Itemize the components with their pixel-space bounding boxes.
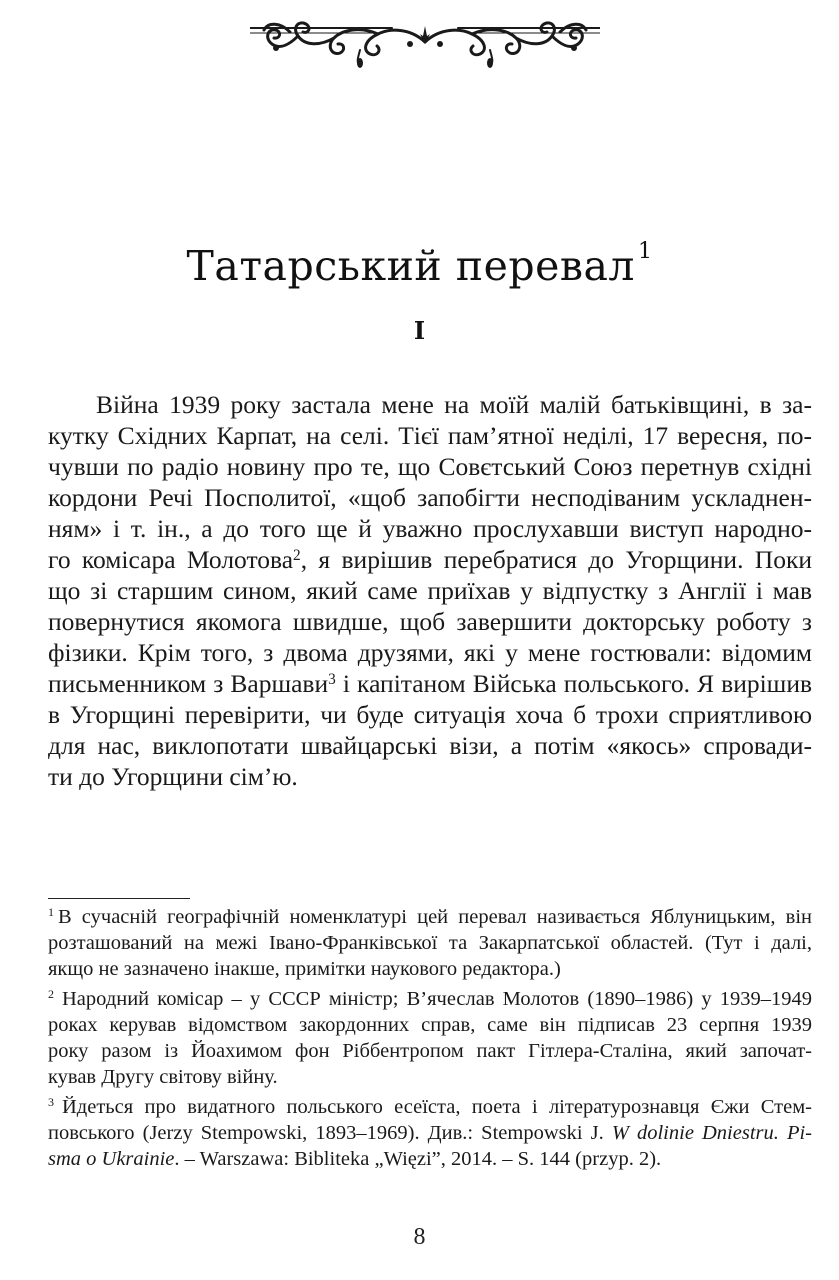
page-number: 8 (413, 1224, 426, 1250)
body-line: що зі старшим сином, який саме приїхав у відпустку з Англії і мав (48, 576, 812, 605)
footnote-line (48, 904, 812, 930)
book-title-italic: sma o Ukrainie (48, 1148, 175, 1170)
footnote-line: роках керував відомством закордонних справ, саме він підписав 23 серпня 1939 (48, 1014, 812, 1036)
body-line: повернутися якомога швидше, щоб завершити докторську роботу з (48, 607, 812, 636)
footnote-ref-3[interactable]: 3 (328, 670, 336, 688)
footnote-mark: 2 (48, 987, 54, 1001)
footnote-line: кував Другу світову війну. (48, 1066, 278, 1088)
body-line: ням» і т. ін., а до того ще й уважно прослухавши виступ народно- (48, 514, 812, 543)
footnote-text: . – Warszawa: Bibliteka „Więzi”, 2014. – S. 144 (przyp. 2). (174, 1148, 662, 1170)
body-line: кордони Речі Посполитої, «щоб запобігти несподіваним ускладнен- (48, 483, 812, 512)
footnote-line (48, 1094, 812, 1120)
footnote-mark: 1 (48, 905, 54, 919)
chapter-title (0, 240, 839, 300)
footnote-line: якщо не зазначено інакше, примітки наукового редактора.) (48, 958, 561, 980)
decorative-ornament-icon (250, 6, 600, 68)
body-line: Війна 1939 року застала мене на моїй малій батьківщині, в за- (96, 390, 812, 419)
body-text-span: , я вирішив перебратися до Угорщини. Поки (300, 545, 813, 574)
footnote-line (48, 986, 812, 1012)
footnote-separator (48, 898, 190, 899)
body-line: в Угорщині перевірити, чи буде ситуація хоча б трохи сприятливою (48, 700, 812, 729)
footnote-text: В сучасній географічній номенклатурі цей перевал називається Яблуницьким, він (58, 906, 812, 928)
footnote-text: повського (Jerzy Stempowski, 1893–1969). Див.: Stempowski J. (48, 1122, 612, 1144)
body-text-span: го комісара Молотова (48, 545, 294, 574)
chapter-title-text: Татарський перевал (186, 242, 635, 290)
body-text-span: письменником з Варшави (48, 669, 329, 698)
footnote-ref-2[interactable]: 2 (293, 546, 301, 564)
footnote-line: року разом із Йоахимом фон Ріббентропом пакт Гітлера-Сталіна, який започат- (48, 1040, 812, 1062)
body-text-span: і капітаном Війська польського. Я вирішив (335, 669, 813, 698)
body-line: чувши по радіо новину про те, що Совєтський Союз перетнув східні (48, 452, 812, 481)
footnote-line (48, 1146, 812, 1172)
body-line (48, 544, 812, 575)
body-line: фізики. Крім того, з двома друзями, які у мене гостювали: відомим (48, 638, 812, 667)
body-line: ти до Угорщини сім’ю. (48, 762, 298, 791)
body-line: для нас, виклопотати швайцарські візи, а потім «якось» спровади- (48, 731, 812, 760)
footnote-line (48, 1120, 812, 1146)
footnote-ref-1[interactable]: 1 (637, 239, 653, 264)
body-line: кутку Східних Карпат, на селі. Тієї пам’ятної неділі, 17 вересня, по- (48, 421, 812, 450)
footnote-line: розташований на межі Івано-Франківської та Закарпатської областей. (Тут і далі, (48, 932, 812, 954)
footnote-text: Йдеться про видатного польського есеїста, поета і літературознавця Єжи Стем- (62, 1096, 812, 1118)
book-title-italic: W dolinie Dniestru. Pi- (611, 1122, 813, 1144)
footnote-text: Народний комісар – у СССР міністр; В’ячеслав Молотов (1890–1986) у 1939–1949 (62, 988, 812, 1010)
body-line (48, 668, 812, 699)
section-number: I (413, 316, 426, 345)
footnote-mark: 3 (48, 1095, 54, 1109)
